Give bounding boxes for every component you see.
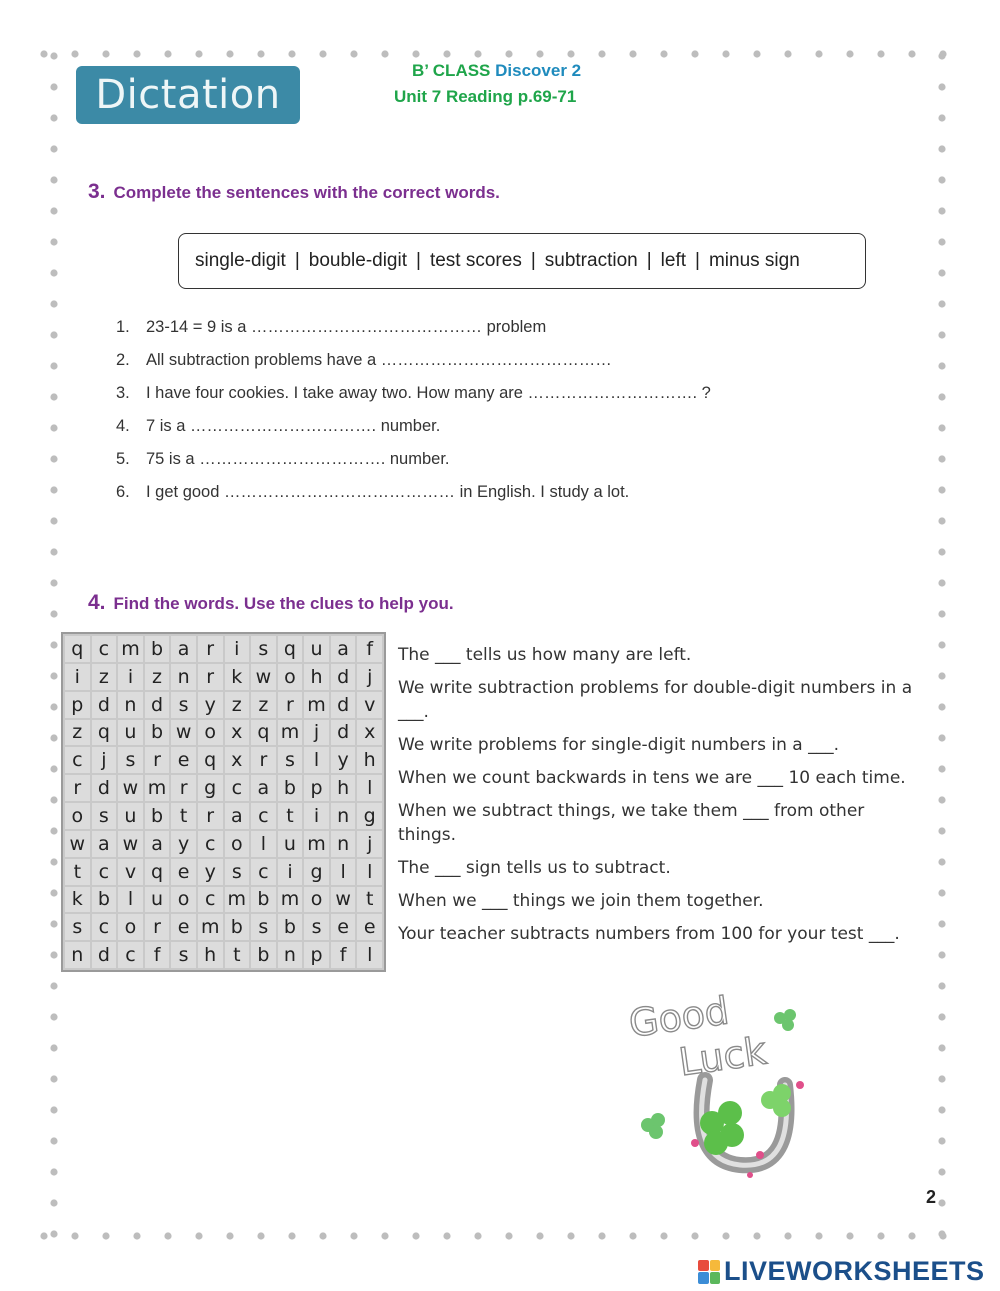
brand-name: LIVEWORKSHEETS [724,1256,985,1286]
grid-letter[interactable]: m [278,720,303,746]
grid-letter[interactable]: z [225,692,250,718]
grid-letter[interactable]: h [304,664,329,690]
grid-letter[interactable]: s [304,914,329,940]
word-search-grid [61,632,386,972]
clue-item: When we subtract things, we take them ___ from other things. [398,801,865,845]
grid-letter[interactable]: o [65,803,90,829]
grid-letter[interactable]: r [145,747,170,773]
word-bank-item: minus sign [708,250,800,271]
grid-letter[interactable]: s [225,859,250,885]
border-dots-top [38,48,958,60]
grid-letter[interactable]: r [65,775,90,801]
word-bank-item: subtraction [544,250,638,271]
grid-letter[interactable]: a [331,636,356,662]
grid-letter[interactable]: a [251,775,276,801]
grid-letter[interactable]: x [225,747,250,773]
grid-letter[interactable]: r [171,775,196,801]
grid-letter[interactable]: z [92,664,117,690]
grid-letter[interactable]: h [357,747,382,773]
word-bank: single-digit | bouble-digit | test scores | subtraction | left | minus sign [178,233,866,289]
grid-letter[interactable]: a [225,803,250,829]
word-bank-item: test scores [429,250,522,271]
grid-letter[interactable]: s [251,636,276,662]
grid-letter[interactable]: u [118,803,143,829]
grid-letter[interactable]: e [171,914,196,940]
grid-letter[interactable]: y [171,831,196,857]
grid-letter[interactable]: r [198,664,223,690]
grid-letter[interactable]: b [251,887,276,913]
grid-letter[interactable]: t [357,887,382,913]
grid-letter[interactable]: w [251,664,276,690]
grid-letter[interactable]: o [171,887,196,913]
grid-letter[interactable]: e [357,914,382,940]
grid-letter[interactable]: j [304,720,329,746]
grid-letter[interactable]: r [251,747,276,773]
grid-letter[interactable]: n [331,803,356,829]
grid-letter[interactable]: l [331,859,356,885]
grid-letter[interactable]: t [278,803,303,829]
grid-letter[interactable]: g [357,803,382,829]
grid-letter[interactable]: z [145,664,170,690]
grid-letter[interactable]: n [171,664,196,690]
grid-letter[interactable]: s [278,747,303,773]
footer-brand[interactable] [698,1256,985,1287]
grid-letter[interactable]: b [225,914,250,940]
grid-letter[interactable]: a [145,831,170,857]
grid-letter[interactable]: o [118,914,143,940]
grid-letter[interactable]: w [118,831,143,857]
grid-letter[interactable]: e [171,747,196,773]
grid-letter[interactable]: y [198,692,223,718]
grid-letter[interactable]: o [198,720,223,746]
grid-letter[interactable]: c [92,859,117,885]
grid-letter[interactable]: r [145,914,170,940]
clue-list [398,643,918,955]
grid-letter[interactable]: r [278,692,303,718]
grid-letter[interactable]: n [65,942,90,968]
sentence-item[interactable]: 2. All subtraction problems have a …………………………………… [116,351,612,369]
clue-item: We write subtraction problems for double-digit numbers in a ___. [398,678,913,722]
grid-letter[interactable]: l [357,775,382,801]
grid-letter[interactable]: u [145,887,170,913]
grid-letter[interactable]: f [145,942,170,968]
grid-letter[interactable]: n [118,692,143,718]
grid-letter[interactable]: q [92,720,117,746]
border-dots-left [48,50,60,1240]
grid-letter[interactable]: e [331,914,356,940]
grid-letter[interactable]: u [278,831,303,857]
grid-letter[interactable]: m [304,692,329,718]
grid-letter[interactable]: b [278,914,303,940]
grid-letter[interactable]: b [145,636,170,662]
grid-letter[interactable]: g [198,775,223,801]
grid-letter[interactable]: s [171,942,196,968]
grid-letter[interactable]: i [304,803,329,829]
grid-letter[interactable]: i [118,664,143,690]
grid-letter[interactable]: i [225,636,250,662]
grid-letter[interactable]: v [357,692,382,718]
grid-letter[interactable]: l [357,942,382,968]
grid-letter[interactable]: k [65,887,90,913]
grid-letter[interactable]: l [251,831,276,857]
grid-letter[interactable]: z [251,692,276,718]
liveworksheets-logo-icon [698,1260,720,1284]
good-luck-illustration [620,985,840,1195]
grid-letter[interactable]: c [198,887,223,913]
clover-icon [761,1084,791,1117]
grid-letter[interactable]: c [225,775,250,801]
grid-letter[interactable]: m [118,636,143,662]
clue-item: The ___ sign tells us to subtract. [398,858,671,878]
good-text: Good [626,988,732,1046]
grid-letter[interactable]: m [198,914,223,940]
grid-letter[interactable]: s [118,747,143,773]
grid-letter[interactable]: c [92,636,117,662]
grid-letter[interactable]: j [92,747,117,773]
grid-letter[interactable]: n [278,942,303,968]
grid-letter[interactable]: d [92,692,117,718]
grid-letter[interactable]: p [304,942,329,968]
grid-letter[interactable]: y [198,859,223,885]
grid-letter[interactable]: s [171,692,196,718]
logo-text: Dictation [95,72,281,118]
grid-letter[interactable]: c [251,859,276,885]
grid-letter[interactable]: i [65,664,90,690]
grid-letter[interactable]: l [118,887,143,913]
luck-text: Luck [676,1028,769,1085]
grid-letter[interactable]: l [357,859,382,885]
grid-letter[interactable]: y [331,747,356,773]
grid-letter[interactable]: c [198,831,223,857]
clover-icon [641,1113,665,1139]
grid-letter[interactable]: o [278,664,303,690]
grid-letter[interactable]: n [331,831,356,857]
grid-letter[interactable]: r [198,636,223,662]
grid-letter[interactable]: m [225,887,250,913]
grid-letter[interactable]: b [251,942,276,968]
grid-letter[interactable]: x [225,720,250,746]
grid-letter[interactable]: w [171,720,196,746]
grid-letter[interactable]: q [251,720,276,746]
grid-letter[interactable]: q [65,636,90,662]
grid-letter[interactable]: o [225,831,250,857]
grid-letter[interactable]: r [198,803,223,829]
grid-letter[interactable]: z [65,720,90,746]
grid-letter[interactable]: t [65,859,90,885]
sentence-item[interactable]: 4. 7 is a ……………………………. number. [116,417,441,435]
clue-item: When we ___ things we join them together. [398,891,764,911]
section-3-title: 3. Complete the sentences with the correct words. [88,180,500,203]
sentence-item[interactable]: 3. I have four cookies. I take away two. How many are …………………………. ? [116,384,711,402]
grid-letter[interactable]: t [225,942,250,968]
grid-letter[interactable]: k [225,664,250,690]
grid-letter[interactable]: d [145,692,170,718]
grid-letter[interactable]: t [171,803,196,829]
grid-letter[interactable]: d [92,942,117,968]
grid-letter[interactable]: x [357,720,382,746]
grid-letter[interactable]: c [118,942,143,968]
grid-letter[interactable]: m [145,775,170,801]
grid-letter[interactable]: j [357,831,382,857]
page-number: 2 [926,1187,937,1207]
clue-item: When we count backwards in tens we are ___ 10 each time. [398,768,906,788]
grid-letter[interactable]: b [278,775,303,801]
grid-letter[interactable]: c [65,747,90,773]
grid-letter[interactable]: s [92,803,117,829]
grid-letter[interactable]: f [357,636,382,662]
grid-letter[interactable]: w [65,831,90,857]
header-course: B’ CLASS Discover 2 [412,61,582,80]
grid-letter[interactable]: u [304,636,329,662]
grid-letter[interactable]: p [65,692,90,718]
grid-letter[interactable]: i [278,859,303,885]
grid-letter[interactable]: q [198,747,223,773]
grid-letter[interactable]: h [331,775,356,801]
grid-letter[interactable]: s [251,914,276,940]
grid-letter[interactable]: w [331,887,356,913]
grid-letter[interactable]: m [278,887,303,913]
border-dots-right [936,50,948,1240]
clue-item: The ___ tells us how many are left. [398,645,692,665]
grid-letter[interactable]: a [171,636,196,662]
sentence-list [116,318,711,516]
clue-item: Your teacher subtracts numbers from 100 for your test ___. [398,924,900,944]
clover-icon [774,1009,796,1031]
clue-item: We write problems for single-digit numbers in a ___. [398,735,839,755]
grid-letter[interactable]: b [145,720,170,746]
grid-letter[interactable]: d [92,775,117,801]
grid-letter[interactable]: l [304,747,329,773]
grid-letter[interactable]: b [92,887,117,913]
grid-letter[interactable]: a [92,831,117,857]
border-dots-bottom [38,1230,958,1242]
grid-letter[interactable]: b [145,803,170,829]
word-bank-item: left [660,250,687,271]
grid-letter[interactable]: m [304,831,329,857]
word-bank-item: single-digit [195,250,286,271]
section-4-title: 4. Find the words. Use the clues to help you. [88,591,454,614]
grid-letter[interactable]: h [198,942,223,968]
word-bank-item: bouble-digit [308,250,408,271]
header-unit: Unit 7 Reading p.69-71 [394,87,577,106]
sentence-item[interactable]: 5. 75 is a ……………………………. number. [116,450,450,468]
dictation-logo [76,66,300,124]
grid-letter[interactable]: c [92,914,117,940]
grid-letter[interactable]: g [304,859,329,885]
sentence-item[interactable]: 1. 23-14 = 9 is a …………………………………… problem [116,318,547,336]
grid-letter[interactable]: p [304,775,329,801]
grid-letter[interactable]: q [278,636,303,662]
grid-letter[interactable]: d [331,720,356,746]
grid-letter[interactable]: f [331,942,356,968]
grid-letter[interactable]: e [171,859,196,885]
grid-letter[interactable]: u [118,720,143,746]
grid-letter[interactable]: v [118,859,143,885]
grid-letter[interactable]: o [304,887,329,913]
grid-letter[interactable]: s [65,914,90,940]
sentence-item[interactable]: 6. I get good …………………………………… in English. I study a lot. [116,483,630,501]
grid-letter[interactable]: q [145,859,170,885]
grid-letter[interactable]: d [331,692,356,718]
grid-letter[interactable]: d [331,664,356,690]
grid-letter[interactable]: c [251,803,276,829]
grid-letter[interactable]: w [118,775,143,801]
grid-letter[interactable]: j [357,664,382,690]
